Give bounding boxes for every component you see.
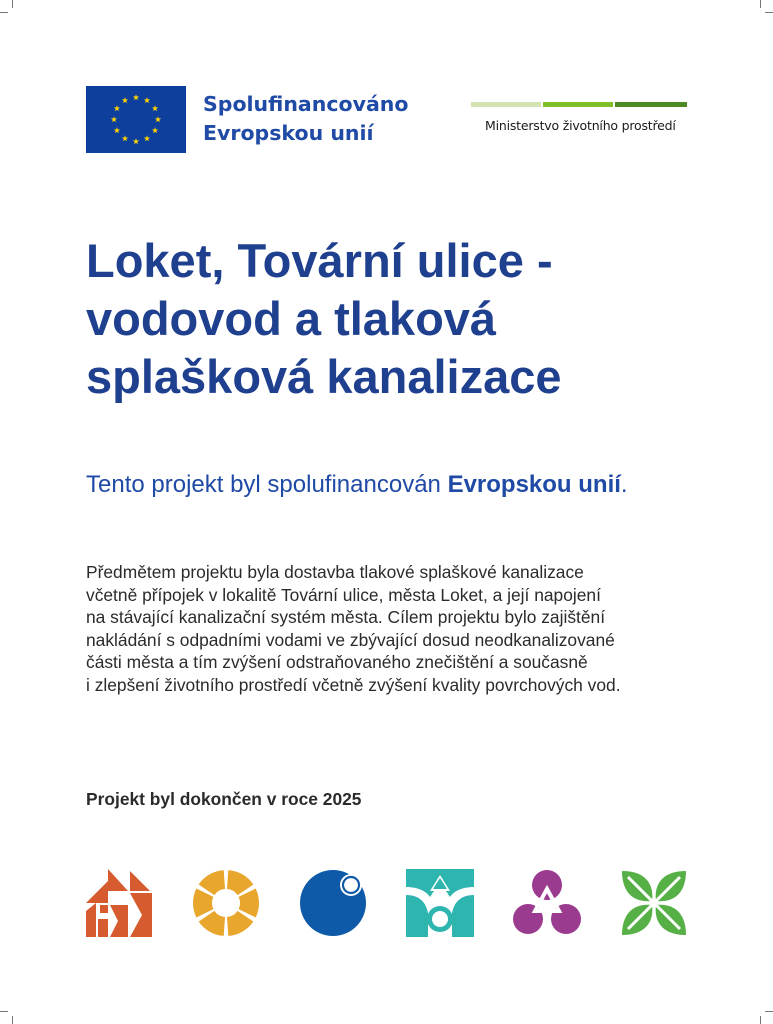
- ministry-bar: [471, 102, 541, 107]
- ministry-logo-bars: [471, 102, 687, 107]
- description-line: včetně přípojek v lokalitě Tovární ulice, města Loket, a její napojení: [86, 584, 601, 605]
- eu-flag-icon: [86, 86, 186, 153]
- ring-segment: [239, 889, 259, 918]
- ring-segment: [199, 870, 225, 895]
- description-line: na stávající kanalizační systém města. Cílem projektu bylo zajištění: [86, 607, 606, 627]
- title-line: splašková kanalizace: [86, 350, 562, 403]
- description-line: nakládání s odpadními vodami ve zbývající dosud neodkanalizované: [86, 629, 615, 650]
- project-description: [86, 561, 706, 696]
- water-nature-icon: [406, 869, 474, 937]
- ring-segment: [193, 889, 213, 918]
- crop-mark: [12, 0, 13, 8]
- circular-economy-icon: [513, 869, 581, 937]
- leaves-icon: [620, 869, 688, 937]
- title-line: Loket, Tovární ulice -: [86, 234, 553, 287]
- crop-mark: [765, 1011, 773, 1012]
- subtitle-prefix: Tento projekt byl spolufinancován: [86, 471, 448, 498]
- crop-mark: [0, 1011, 8, 1012]
- ring-segment: [227, 870, 253, 895]
- cofinancing-statement: [86, 470, 628, 500]
- crop-mark: [760, 0, 761, 8]
- ministry-logo-text: Ministerstvo životního prostředí: [485, 118, 676, 133]
- description-line: i zlepšení životního prostředí včetně zvýšení kvality povrchových vod.: [86, 674, 621, 695]
- title-line: vodovod a tlaková: [86, 292, 497, 345]
- description-line: Předmětem projektu byla dostavba tlakové splaškové kanalizace: [86, 562, 584, 582]
- ministry-bar: [615, 102, 687, 107]
- eu-logo-line2: Evropskou unií: [203, 121, 374, 145]
- ministry-bar: [543, 102, 613, 107]
- energy-ring-icon: [192, 869, 260, 937]
- ring-segment: [199, 911, 225, 936]
- crop-mark: [760, 1016, 761, 1024]
- crop-mark: [0, 12, 8, 13]
- crop-mark: [765, 12, 773, 13]
- subtitle-bold: Evropskou unií: [447, 471, 621, 498]
- eu-cofinanced-logo-text: [203, 90, 408, 148]
- page-title: [86, 232, 746, 406]
- ring-segment: [227, 911, 253, 936]
- crop-mark: [12, 1016, 13, 1024]
- description-line: části města a tím zvýšení odstraňovaného znečištění a současně: [86, 652, 588, 672]
- eu-logo-line1: Spolufinancováno: [203, 92, 409, 116]
- subtitle-suffix: .: [620, 471, 628, 498]
- completion-note: Projekt byl dokončen v roce 2025: [86, 789, 362, 809]
- buildings-icon: [86, 869, 154, 937]
- water-drop-icon: [299, 869, 367, 937]
